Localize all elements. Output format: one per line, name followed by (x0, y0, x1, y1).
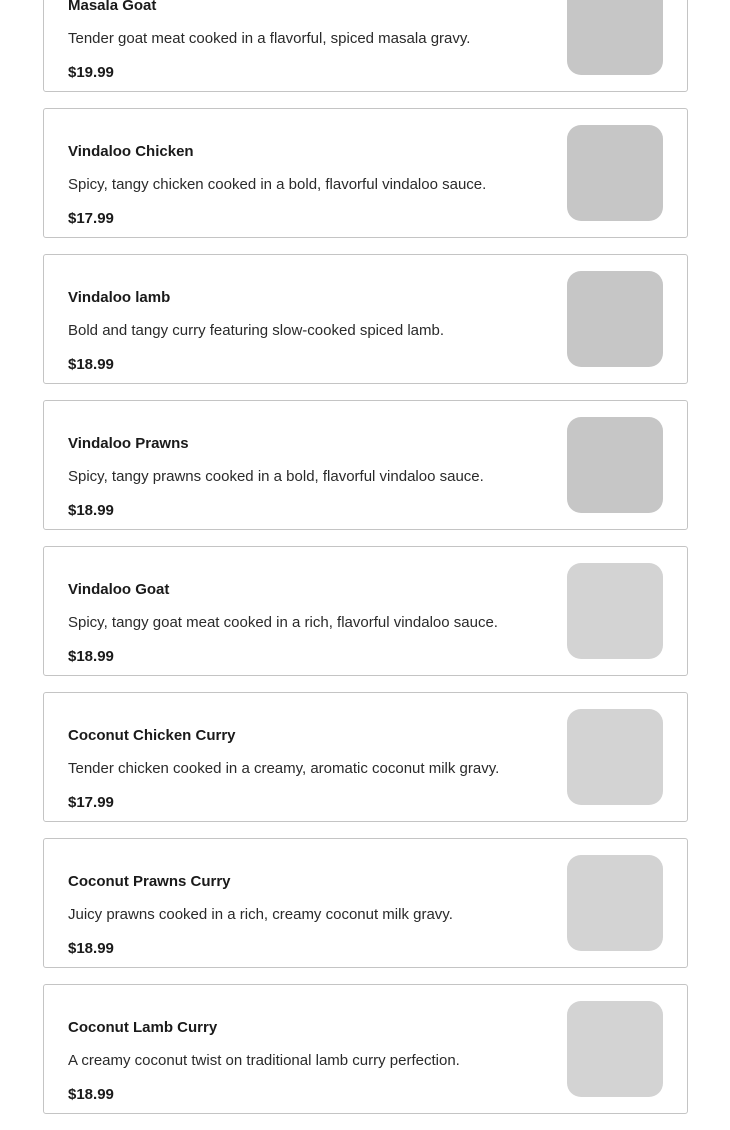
item-image-placeholder (567, 855, 663, 951)
item-price: $19.99 (68, 64, 114, 81)
menu-item-card-coconut-chicken-curry[interactable] (43, 692, 688, 822)
menu-item-list (43, 0, 688, 1130)
item-price: $18.99 (68, 1086, 114, 1103)
menu-item-card-vindaloo-chicken[interactable] (43, 108, 688, 238)
menu-item-card-vindaloo-prawns[interactable] (43, 400, 688, 530)
item-image-placeholder (567, 125, 663, 221)
item-name: Vindaloo Goat (68, 581, 170, 598)
item-image-placeholder (567, 1001, 663, 1097)
item-description: A creamy coconut twist on traditional lamb curry perfection. (68, 1052, 460, 1069)
item-name: Coconut Lamb Curry (68, 1019, 218, 1036)
item-name: Coconut Chicken Curry (68, 727, 236, 744)
item-image-placeholder (567, 417, 663, 513)
item-price: $18.99 (68, 502, 114, 519)
item-description: Juicy prawns cooked in a rich, creamy coconut milk gravy. (68, 906, 453, 923)
item-description: Spicy, tangy chicken cooked in a bold, flavorful vindaloo sauce. (68, 176, 487, 193)
item-name: Vindaloo Chicken (68, 143, 194, 160)
menu-item-card-coconut-lamb-curry[interactable] (43, 984, 688, 1114)
item-price: $17.99 (68, 210, 114, 227)
item-price: $17.99 (68, 794, 114, 811)
menu-item-card-vindaloo-lamb[interactable] (43, 254, 688, 384)
item-description: Spicy, tangy goat meat cooked in a rich, flavorful vindaloo sauce. (68, 614, 498, 631)
item-price: $18.99 (68, 356, 114, 373)
menu-item-card-coconut-prawns-curry[interactable] (43, 838, 688, 968)
item-description: Bold and tangy curry featuring slow-cooked spiced lamb. (68, 322, 445, 339)
item-name: Vindaloo lamb (68, 289, 171, 306)
item-description: Tender chicken cooked in a creamy, aromatic coconut milk gravy. (68, 760, 500, 777)
item-image-placeholder (567, 563, 663, 659)
item-image-placeholder (567, 0, 663, 75)
item-description: Spicy, tangy prawns cooked in a bold, flavorful vindaloo sauce. (68, 468, 484, 485)
menu-item-card-masala-goat[interactable] (43, 0, 688, 92)
item-image-placeholder (567, 709, 663, 805)
item-price: $18.99 (68, 648, 114, 665)
item-name: Coconut Prawns Curry (68, 873, 231, 890)
menu-item-card-vindaloo-goat[interactable] (43, 546, 688, 676)
item-name: Vindaloo Prawns (68, 435, 189, 452)
item-name: Masala Goat (68, 0, 157, 14)
item-price: $18.99 (68, 940, 114, 957)
item-image-placeholder (567, 271, 663, 367)
item-description: Tender goat meat cooked in a flavorful, spiced masala gravy. (68, 30, 471, 47)
